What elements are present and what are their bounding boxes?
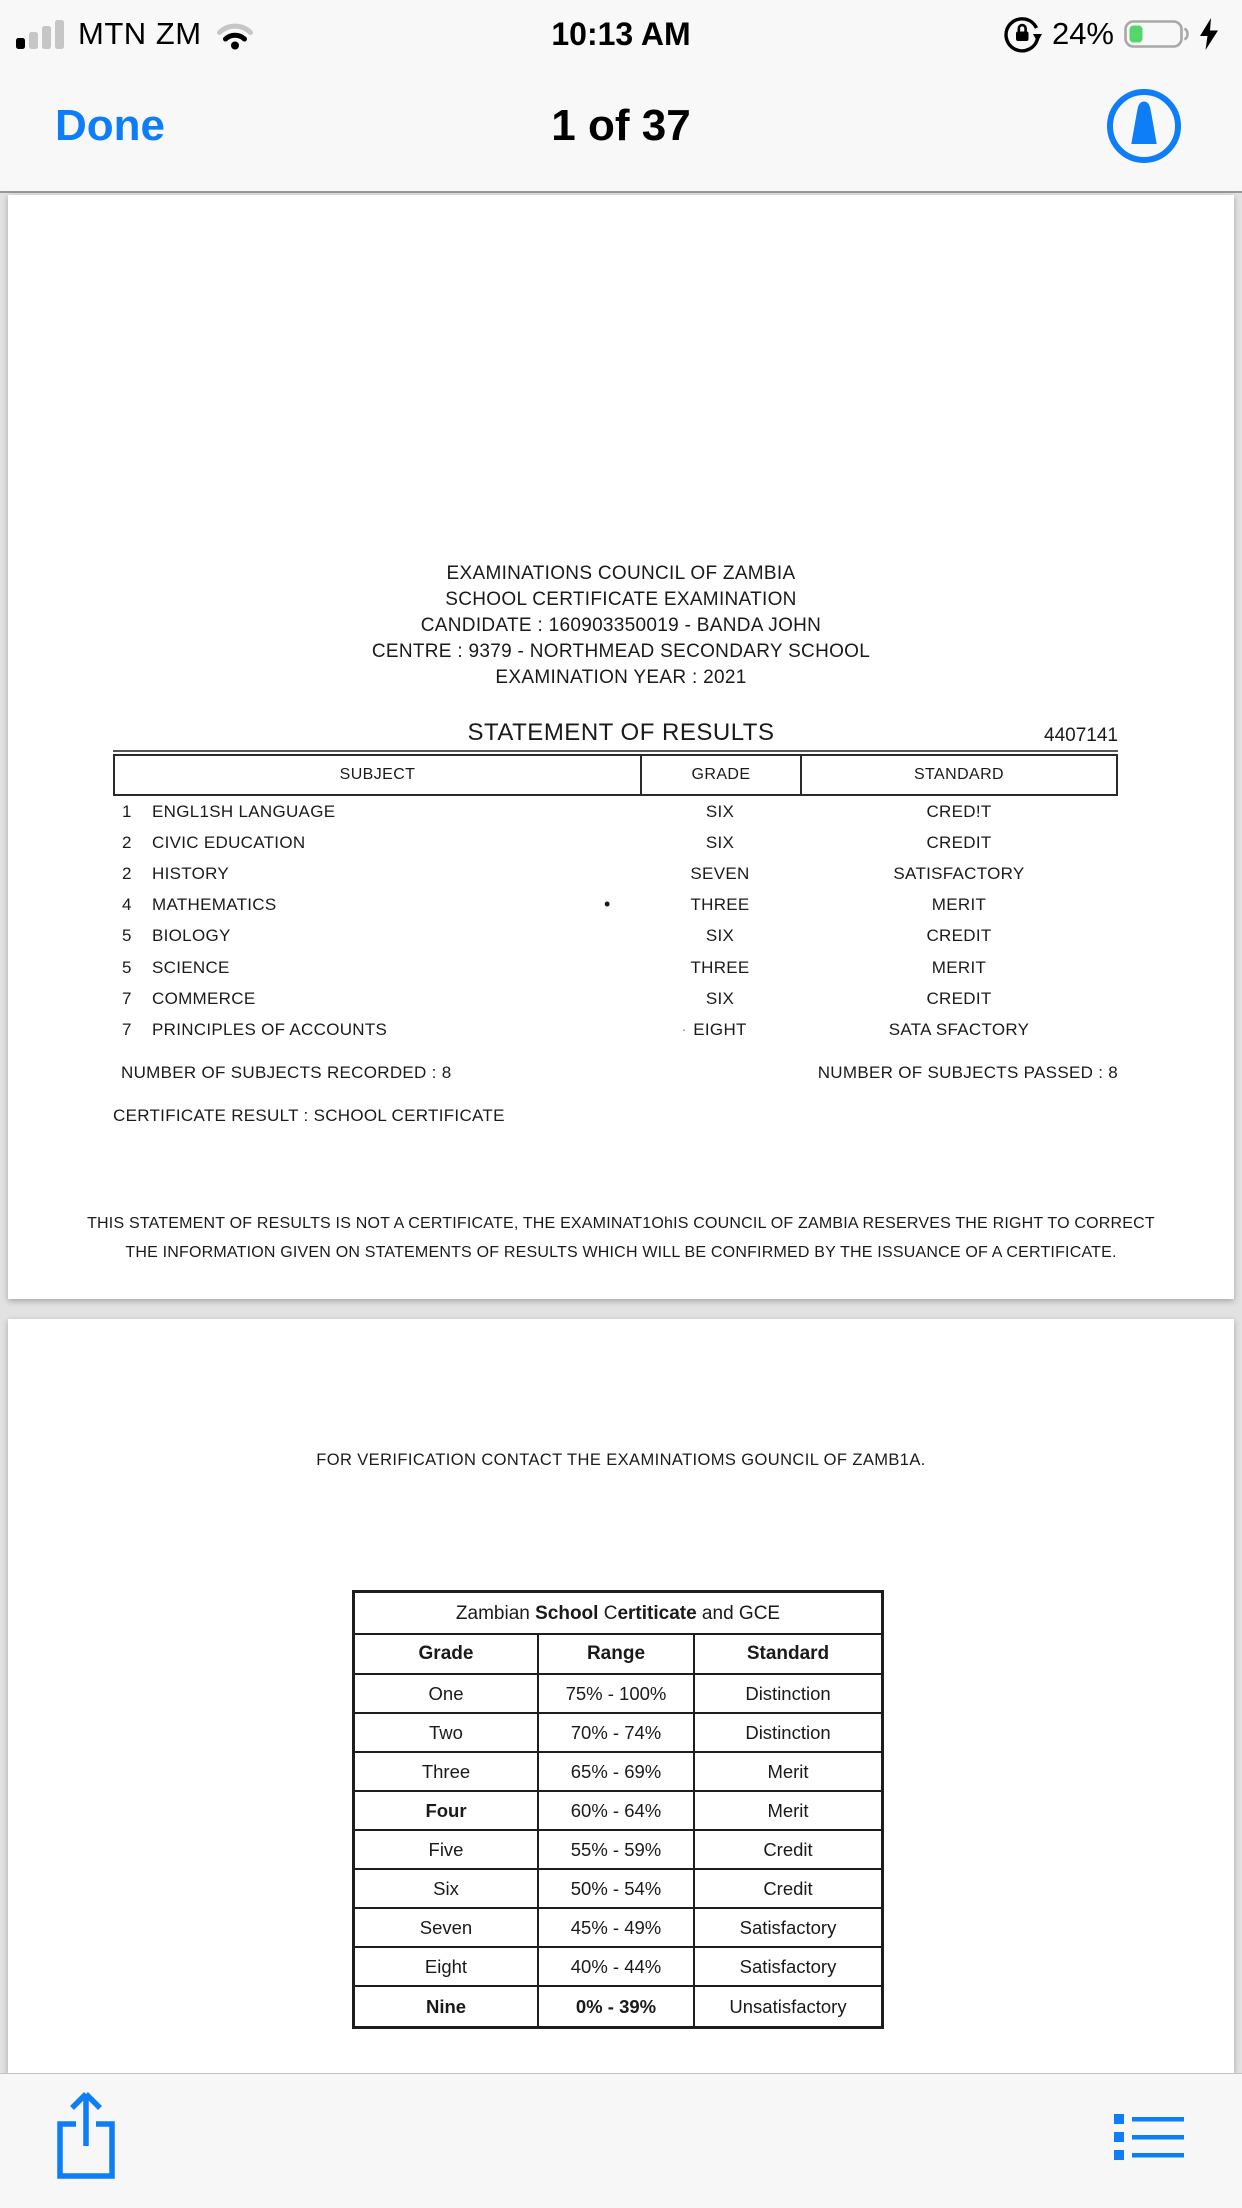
- row-standard: CREDIT: [926, 926, 992, 946]
- certificate-result: CERTIFICATE RESULT : SCHOOL CERTIFICATE: [113, 1106, 505, 1125]
- subjects-passed: NUMBER OF SUBJECTS PASSED : 8: [817, 1063, 1118, 1082]
- row-number: 4: [122, 895, 132, 915]
- cell-standard: Distinction: [745, 1682, 831, 1704]
- cell-range: 40% - 44%: [539, 1948, 695, 1985]
- row-grade: SIX: [705, 988, 735, 1008]
- cell-standard: Distinction: [745, 1721, 831, 1743]
- cell-standard: Credit: [763, 1838, 813, 1860]
- table-row: [113, 858, 1118, 889]
- cell-standard: Satisfactory: [739, 1955, 837, 1977]
- table-row: [113, 983, 1118, 1014]
- row-number: 5: [122, 926, 132, 946]
- header-line: CANDIDATE : 160903350019 - BANDA JOHN: [420, 615, 822, 636]
- grade-key-table: [352, 1590, 884, 2029]
- cell-grade: Six: [355, 1870, 539, 1907]
- table-row: [113, 1014, 1118, 1045]
- subjects-recorded: NUMBER OF SUBJECTS RECORDED : 8: [121, 1063, 452, 1082]
- cell-grade: One: [355, 1675, 539, 1712]
- statement-title: STATEMENT OF RESULTS: [467, 719, 775, 746]
- cell-range: 0% - 39%: [539, 1987, 695, 2026]
- row-grade: THREE: [690, 895, 750, 915]
- grade-table-title: [355, 1593, 881, 1635]
- row-subject: COMMERCE: [152, 988, 256, 1008]
- cell-range: 50% - 54%: [539, 1870, 695, 1907]
- charging-bolt-icon: [1200, 18, 1220, 50]
- document-page-1: [8, 195, 1234, 1299]
- header-line: EXAMINATION YEAR : 2021: [495, 667, 747, 688]
- table-row: [113, 827, 1118, 858]
- cell-standard: Unsatisfactory: [729, 1995, 847, 2017]
- battery-icon: [1124, 18, 1190, 50]
- battery-percent-label: 24%: [1051, 16, 1114, 51]
- cell-grade: Nine: [355, 1987, 539, 2026]
- scan-artifact-dot: •: [604, 893, 611, 914]
- row-subject: MATHEMATICS: [152, 895, 277, 915]
- table-row: [355, 1753, 881, 1792]
- title-segment: ertiticate: [617, 1603, 697, 1624]
- cell-grade: Three: [355, 1753, 539, 1790]
- row-standard: SATISFACTORY: [893, 863, 1025, 883]
- row-grade: SIX: [705, 801, 735, 821]
- cell-standard: Merit: [767, 1799, 809, 1821]
- row-subject: HISTORY: [152, 863, 230, 883]
- header-line: SCHOOL CERTIFICATE EXAMINATION: [445, 589, 797, 610]
- cell-grade: Two: [355, 1714, 539, 1751]
- scan-artifact-dot: .: [682, 1018, 687, 1036]
- column-subject: SUBJECT: [115, 756, 642, 794]
- column-standard: STANDARD: [913, 766, 1005, 783]
- cell-range: 70% - 74%: [539, 1714, 695, 1751]
- table-row: [355, 1948, 881, 1987]
- cell-grade: Five: [355, 1831, 539, 1868]
- title-segment: C: [598, 1603, 618, 1624]
- row-grade: SIX: [705, 926, 735, 946]
- done-button[interactable]: Done: [55, 101, 165, 150]
- table-row: [355, 1909, 881, 1948]
- cell-range: 60% - 64%: [539, 1792, 695, 1829]
- column-grade: Grade: [355, 1635, 539, 1673]
- document-scroll-area[interactable]: [0, 195, 1242, 2073]
- serial-number: 4407141: [1044, 725, 1118, 746]
- row-number: 5: [122, 957, 132, 977]
- cell-standard: Merit: [767, 1760, 809, 1782]
- disclaimer-line-2: THE INFORMATION GIVEN ON STATEMENTS OF RESULTS WHICH WILL BE CONFIRMED BY THE ISSUANCE OF A CERTIFICATE.: [125, 1244, 1117, 1261]
- top-chrome: [0, 0, 1242, 193]
- document-header: [8, 561, 1234, 691]
- share-icon[interactable]: [52, 2088, 122, 2183]
- title-segment: and GCE: [696, 1603, 781, 1624]
- table-row: [355, 1792, 881, 1831]
- table-row: [113, 890, 1118, 921]
- header-line: CENTRE : 9379 - NORTHMEAD SECONDARY SCHOOL: [371, 641, 871, 662]
- grade-table-rows: [355, 1675, 881, 2026]
- row-subject: CIVIC EDUCATION: [152, 832, 306, 852]
- row-standard: MERIT: [931, 895, 987, 915]
- disclaimer: [44, 1209, 1198, 1267]
- row-standard: CRED!T: [926, 801, 992, 821]
- row-number: 2: [122, 863, 132, 883]
- results-rows: [113, 796, 1118, 1046]
- carrier-label: MTN ZM: [78, 16, 202, 51]
- disclaimer-line-1: THIS STATEMENT OF RESULTS IS NOT A CERTIFICATE, THE EXAMINAT1OhIS COUNCIL OF ZAMBIA RESERVES THE RIGHT TO CORRECT: [87, 1215, 1155, 1232]
- row-number: 7: [122, 988, 132, 1008]
- cell-range: 75% - 100%: [539, 1675, 695, 1712]
- row-number: 7: [122, 1019, 132, 1039]
- column-grade: GRADE: [642, 756, 802, 794]
- row-grade: SIX: [705, 832, 735, 852]
- cell-range: 45% - 49%: [539, 1909, 695, 1946]
- rotation-lock-icon: [1002, 14, 1042, 54]
- markup-pen-icon[interactable]: [1104, 86, 1184, 166]
- table-row: [355, 1987, 881, 2026]
- page-indicator: 1 of 37: [551, 101, 691, 150]
- clock-label: 10:13 AM: [551, 15, 691, 52]
- nav-bar: [0, 62, 1242, 190]
- grade-table-header: [355, 1635, 881, 1675]
- cell-grade: Seven: [355, 1909, 539, 1946]
- table-row: [355, 1831, 881, 1870]
- cell-standard: Credit: [763, 1877, 813, 1899]
- row-grade: THREE: [690, 957, 750, 977]
- row-number: 2: [122, 832, 132, 852]
- document-page-2: [8, 1319, 1234, 2073]
- row-standard: SATA SFACTORY: [888, 1019, 1030, 1039]
- table-row: [355, 1675, 881, 1714]
- row-number: 1: [122, 801, 132, 821]
- row-subject: ENGL1SH LANGUAGE: [152, 801, 336, 821]
- table-row: [113, 796, 1118, 827]
- row-standard: MERIT: [931, 957, 987, 977]
- status-bar: [0, 8, 1242, 60]
- row-standard: CREDIT: [926, 832, 992, 852]
- cell-range: 65% - 69%: [539, 1753, 695, 1790]
- table-row: [113, 921, 1118, 952]
- cell-range: 55% - 59%: [539, 1831, 695, 1868]
- header-line: EXAMINATIONS COUNCIL OF ZAMBIA: [446, 563, 796, 584]
- bottom-toolbar: [0, 2073, 1242, 2208]
- title-segment: School: [535, 1603, 599, 1624]
- row-subject: SCIENCE: [152, 957, 230, 977]
- subjects-summary: [121, 1063, 1118, 1083]
- cell-grade: Four: [355, 1792, 539, 1829]
- table-row: [355, 1870, 881, 1909]
- column-standard: Standard: [746, 1643, 830, 1664]
- row-subject: BIOLOGY: [152, 926, 231, 946]
- row-subject: PRINCIPLES OF ACCOUNTS: [152, 1019, 388, 1039]
- verification-text: FOR VERIFICATION CONTACT THE EXAMINATIOMS GOUNCIL OF ZAMB1A.: [316, 1451, 926, 1469]
- title-segment: Zambian: [455, 1603, 536, 1624]
- status-right-cluster: [1002, 14, 1220, 54]
- table-row: [113, 952, 1118, 983]
- row-grade: SEVEN: [690, 863, 750, 883]
- column-range: Range: [539, 1635, 695, 1673]
- row-standard: CREDIT: [926, 988, 992, 1008]
- cell-grade: Eight: [355, 1948, 539, 1985]
- list-icon[interactable]: [1114, 2112, 1184, 2164]
- table-row: [355, 1714, 881, 1753]
- row-grade: EIGHT: [693, 1019, 747, 1039]
- cell-standard: Satisfactory: [739, 1916, 837, 1938]
- results-table-header: [113, 754, 1118, 796]
